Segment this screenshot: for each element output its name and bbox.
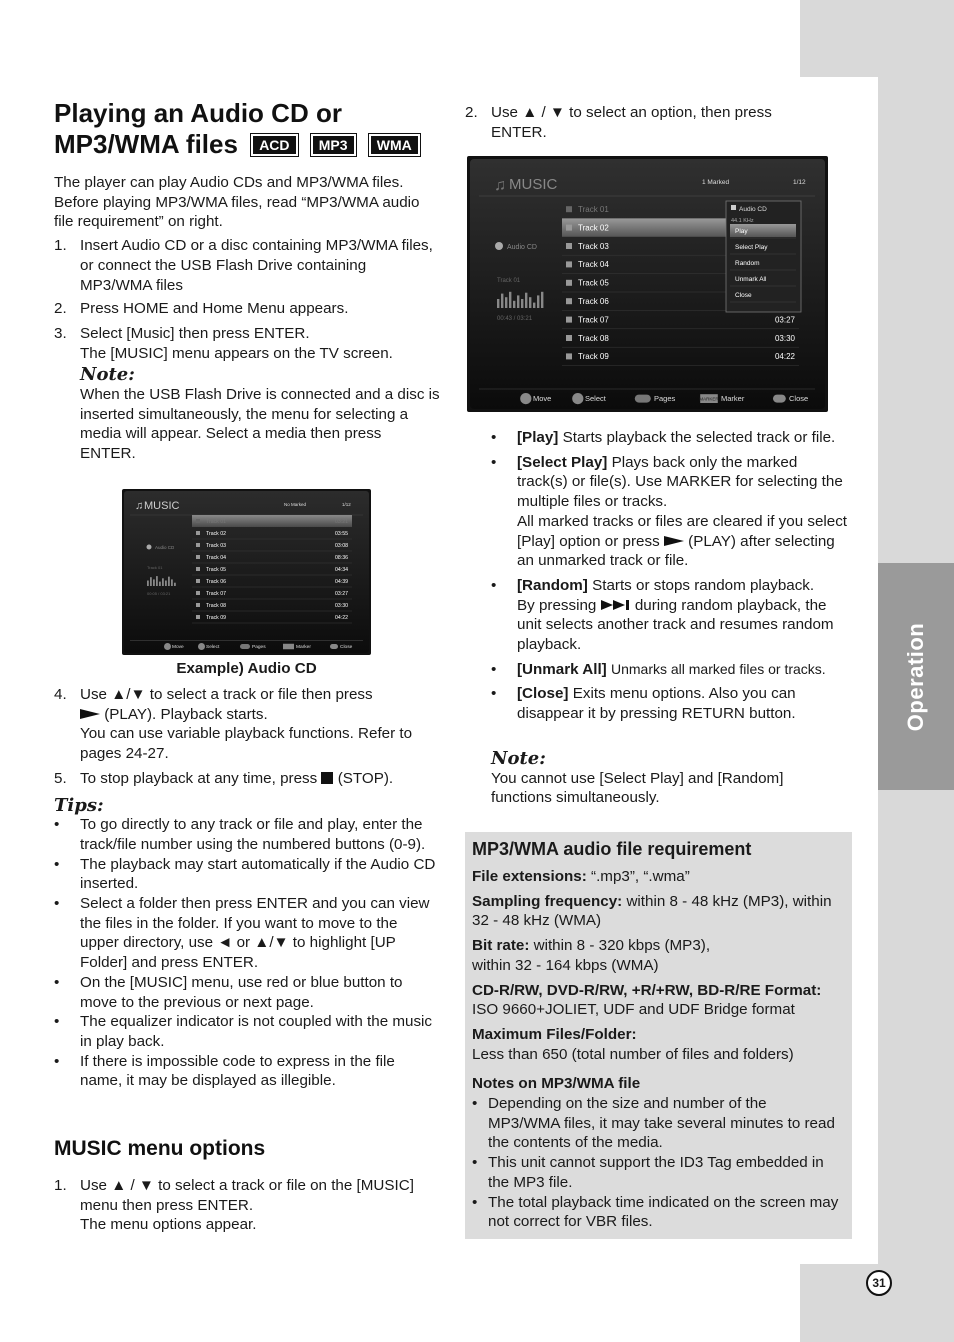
track-name[interactable]: Track 07 (206, 590, 226, 597)
intro-text: The player can play Audio CDs and MP3/WMA files. Before playing MP3/WMA files, read “MP3/WMA audio file requirement” on right. (54, 174, 420, 231)
req-notes-heading: Notes on MP3/WMA file (472, 1075, 641, 1093)
track-duration: 03:55 (335, 530, 348, 537)
track-checkbox[interactable] (196, 603, 200, 607)
footer-select-label: Select (206, 645, 220, 650)
eq-bar (147, 581, 149, 587)
track-checkbox[interactable] (566, 225, 572, 231)
eq-bar (537, 295, 539, 308)
track-checkbox[interactable] (196, 567, 200, 571)
page-indicator: 1/12 (793, 179, 806, 186)
track-name[interactable]: Track 09 (206, 614, 226, 621)
req-note-item: • The total playback time indicated on the screen may not correct for VBR files. (472, 1193, 839, 1231)
section-tab: Operation (878, 563, 954, 790)
popup-item-3[interactable]: Unmark All (735, 276, 767, 283)
eq-bar (150, 577, 152, 586)
source-label: Audio CD (155, 545, 175, 550)
track-checkbox[interactable] (196, 555, 200, 559)
return-key-icon (330, 644, 338, 649)
move-key-icon (164, 643, 171, 650)
track-checkbox[interactable] (196, 591, 200, 595)
eq-bar (541, 292, 543, 308)
select-key-icon (572, 393, 583, 404)
track-checkbox[interactable] (566, 298, 572, 304)
badge-wma: WMA (369, 134, 420, 156)
track-checkbox[interactable] (566, 206, 572, 212)
eq-bar (525, 293, 527, 308)
eq-bar (529, 297, 531, 308)
track-name[interactable]: Track 06 (578, 297, 609, 306)
track-duration: 04:39 (335, 578, 348, 585)
marked-status: 1 Marked (702, 179, 730, 186)
track-checkbox[interactable] (566, 353, 572, 359)
badge-mp3: MP3 (311, 134, 356, 156)
marker-key-label: MARKER (699, 396, 719, 402)
time-display: 00:43 / 03:21 (497, 316, 533, 322)
now-track: Track 01 (497, 278, 521, 284)
eq-bar (159, 582, 161, 586)
track-name[interactable]: Track 03 (206, 542, 226, 549)
track-duration: 03:08 (335, 542, 348, 549)
note-1-text: When the USB Flash Drive is connected and a disc is inserted simultaneously, the menu for selecting a media will appear. Select a media then press ENTER. (80, 386, 440, 463)
eq-bar (501, 294, 503, 308)
tip-item: • The equalizer indicator is not coupled with the music in play back. (54, 1013, 433, 1050)
popup-sub: 44.1 KHz (731, 218, 754, 224)
tips-list (54, 815, 440, 1091)
marked-status: No Marked (284, 502, 307, 507)
option-select-play: • [Select Play] Plays back only the marked track(s) or file(s). Use MARKER for selecting the multiple files or tracks. All marked tracks or files are cleared if you select [Play] option or press (PLAY) after selecting an unmarked track or file. (491, 453, 848, 570)
music-note-icon: ♫ (135, 500, 144, 512)
footer-close-label: Close (789, 394, 809, 403)
tips-heading: Tips: (54, 794, 104, 816)
eq-bar (509, 292, 511, 308)
track-name[interactable]: Track 04 (206, 554, 226, 561)
req-frequency: Sampling frequency: within 8 - 48 kHz (MP3), within 32 - 48 kHz (WMA) (472, 892, 832, 930)
track-duration: 03:30 (774, 333, 795, 343)
tip-item: • If there is impossible code to express in the file name, it may be displayed as illegible. (54, 1052, 395, 1090)
track-name[interactable]: Track 01 (578, 205, 609, 214)
track-name[interactable]: Track 01 (206, 518, 226, 525)
req-max-files: Maximum Files/Folder: Less than 650 (total number of files and folders) (472, 1025, 794, 1063)
track-name[interactable]: Track 08 (206, 602, 226, 609)
track-duration: 04:34 (335, 566, 348, 573)
track-checkbox[interactable] (566, 261, 572, 267)
note-2-text: You cannot use [Select Play] and [Random] functions simultaneously. (491, 769, 784, 807)
step-1: 1. Insert Audio CD or a disc containing MP3/WMA files, or connect the USB Flash Drive containing MP3/WMA files (54, 237, 433, 294)
eq-bar (533, 303, 535, 308)
skip-forward-icon (601, 599, 631, 611)
tip-item: • To go directly to any track or file and play, enter the track/file number using the numbered buttons (0-9). (54, 816, 426, 853)
track-name[interactable]: Track 02 (578, 223, 609, 233)
eq-bar (521, 299, 523, 308)
track-duration: 03:27 (335, 590, 348, 597)
eq-bar (505, 297, 507, 308)
pages-key-icon (240, 644, 250, 649)
return-key-icon (773, 395, 786, 403)
track-duration: 04:22 (335, 614, 348, 621)
footer-move-label: Move (172, 645, 184, 650)
eq-bar (171, 579, 173, 586)
time-display: 00:05 / 03:21 (147, 591, 171, 596)
step-4: 4. Use ▲/▼ to select a track or file then press (PLAY). Playback starts. You can use variable playback functions. Refer to pages 24-27. (54, 686, 413, 763)
track-checkbox[interactable] (196, 543, 200, 547)
footer-marker-label: Marker (296, 645, 311, 650)
footer-marker-label: Marker (721, 394, 745, 403)
track-duration: 03:21 (335, 518, 348, 525)
track-duration: 03:27 (774, 315, 795, 325)
move-key-icon (520, 393, 531, 404)
req-extensions: File extensions: “.mp3”, “.wma” (472, 868, 690, 885)
page-number: 31 (866, 1270, 892, 1296)
option-random: • [Random] Starts or stops random playback. By pressing during random playback, the unit selects another track and resumes random playback. (491, 576, 834, 654)
left-column-top (54, 173, 440, 464)
track-checkbox[interactable] (566, 243, 572, 249)
tip-item: • On the [MUSIC] menu, use red or blue button to move to the previous or next page. (54, 973, 403, 1011)
left-column-bottom (54, 685, 440, 1091)
option-unmark-all: • [Unmark All] Unmarks all marked files or tracks. (491, 660, 826, 678)
option-descriptions (491, 428, 851, 724)
track-duration: 04:22 (774, 352, 795, 362)
eq-bar (168, 577, 170, 586)
note-1-heading: Note: (80, 364, 135, 386)
track-name[interactable]: Track 05 (206, 566, 226, 573)
eq-bar (497, 299, 499, 308)
eq-bar (513, 301, 515, 308)
note-1 (54, 365, 440, 464)
step-2: 2. Press HOME and Home Menu appears. (54, 300, 349, 318)
popup-item-0[interactable]: Play (735, 228, 748, 235)
right-step-2: 2. Use ▲ / ▼ to select an option, then press ENTER. (465, 104, 772, 141)
track-name[interactable]: Track 07 (578, 315, 609, 325)
music-options-step-1: 1. Use ▲ / ▼ to select a track or file on the [MUSIC] menu then press ENTER. The menu options appear. (54, 1177, 414, 1234)
track-checkbox[interactable] (566, 280, 572, 286)
pages-key-icon (635, 395, 651, 403)
option-close: • [Close] Exits menu options. Also you can disappear it by pressing RETURN button. (491, 685, 796, 723)
play-icon (664, 535, 684, 547)
popup-item-2[interactable]: Random (735, 260, 760, 267)
source-label: Audio CD (507, 244, 537, 251)
note-2 (491, 749, 831, 808)
music-note-icon: ♫ (494, 177, 506, 194)
track-checkbox[interactable] (196, 615, 200, 619)
now-track: Track 01 (147, 565, 163, 570)
track-checkbox[interactable] (196, 579, 200, 583)
track-checkbox[interactable] (566, 317, 572, 323)
page-indicator: 1/12 (342, 502, 351, 507)
track-name[interactable]: Track 02 (206, 530, 226, 537)
track-checkbox[interactable] (566, 335, 572, 341)
footer-pages-label: Pages (252, 645, 266, 650)
track-name[interactable]: Track 08 (578, 333, 609, 343)
track-checkbox[interactable] (196, 531, 200, 535)
track-name[interactable]: Track 05 (578, 278, 609, 288)
popup-title: Audio CD (739, 206, 767, 213)
eq-bar (517, 295, 519, 308)
music-menu-screenshot-large (467, 156, 828, 412)
footer-move-label: Move (533, 394, 552, 403)
screen-title: MUSIC (144, 500, 180, 512)
footer-select-label: Select (585, 394, 606, 403)
footer-pages-label: Pages (654, 394, 676, 403)
track-name[interactable]: Track 04 (578, 260, 609, 270)
req-note-item: • Depending on the size and number of the MP3/WMA files, it may take several minutes to read the contents of the media. (472, 1095, 835, 1152)
stop-icon (321, 772, 333, 784)
screen-title: MUSIC (509, 176, 558, 193)
eq-bar (165, 581, 167, 587)
req-format: CD-R/RW, DVD-R/RW, +R/+RW, BD-R/RE Format: ISO 9660+JOLIET, UDF and UDF Bridge format (472, 981, 822, 1019)
step-5: 5. To stop playback at any time, press (STOP). (54, 769, 394, 787)
note-2-heading: Note: (491, 748, 546, 769)
marker-key-icon (283, 644, 294, 650)
req-bitrate: Bit rate: within 8 - 320 kbps (MP3), within 32 - 164 kbps (WMA) (472, 937, 711, 974)
popup-item-1[interactable]: Select Play (735, 244, 768, 251)
track-duration: 08:36 (335, 554, 348, 561)
step-3: 3. Select [Music] then press ENTER. The [MUSIC] menu appears on the TV screen. (54, 324, 393, 362)
play-icon (80, 708, 100, 720)
track-checkbox[interactable] (196, 519, 200, 523)
requirement-heading: MP3/WMA audio file requirement (472, 839, 752, 859)
select-key-icon (198, 643, 205, 650)
eq-bar (153, 579, 155, 586)
requirement-box (465, 832, 852, 1239)
tip-item: • Select a folder then press ENTER and you can view the files in the folder. If you want to move to the upper directory, use ◄ or ▲/▼ to highlight [UP Folder] and press ENTER. (54, 895, 430, 972)
popup-item-4[interactable]: Close (735, 292, 752, 299)
footer-close-label: Close (340, 645, 353, 650)
track-name[interactable]: Track 03 (578, 241, 609, 251)
option-play: • [Play] Starts playback the selected track or file. (491, 429, 836, 446)
eq-bar (174, 583, 176, 586)
page-title: Playing an Audio CD or MP3/WMA files ACD MP3 WMA (54, 98, 420, 160)
track-name[interactable]: Track 06 (206, 578, 226, 585)
music-menu-screenshot-small (122, 489, 371, 655)
req-note-item: • This unit cannot support the ID3 Tag embedded in the MP3 file. (472, 1154, 824, 1191)
track-duration: 03:30 (335, 602, 348, 609)
tip-item: • The playback may start automatically if the Audio CD inserted. (54, 855, 436, 893)
track-name[interactable]: Track 09 (578, 352, 609, 362)
badge-acd: ACD (251, 134, 297, 156)
eq-bar (162, 578, 164, 586)
example-caption: Example) Audio CD (176, 660, 317, 677)
eq-bar (156, 576, 158, 586)
music-menu-options-heading: MUSIC menu options (54, 1137, 266, 1160)
